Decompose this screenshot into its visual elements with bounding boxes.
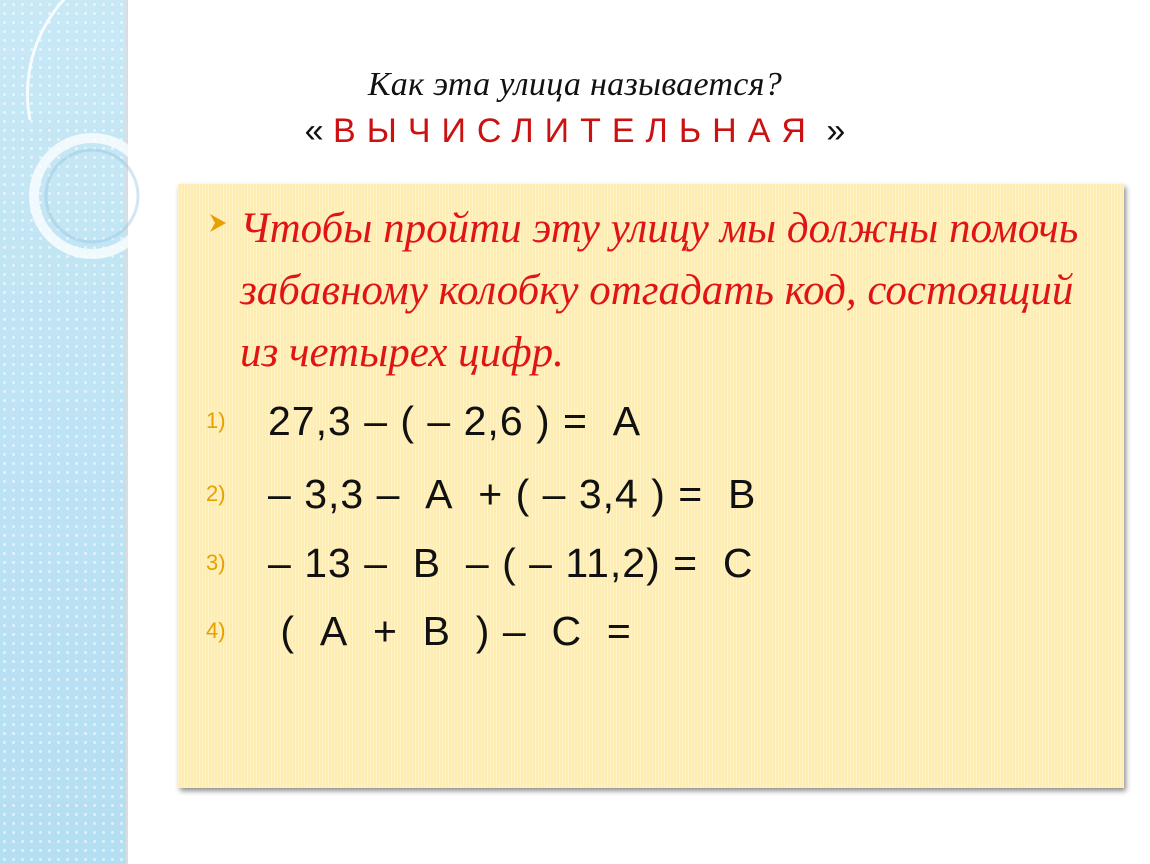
slide-title: Как эта улица называется? — [367, 66, 783, 103]
open-quote: « — [304, 112, 324, 150]
equation-2 — [206, 461, 1086, 527]
equation-number: 4) — [206, 618, 226, 643]
equation-number: 1) — [206, 408, 226, 433]
task-panel — [178, 184, 1124, 788]
arrowhead-bullet-icon — [208, 208, 230, 238]
close-quote: » — [826, 112, 846, 150]
street-name-title — [0, 112, 1150, 151]
equation-3 — [206, 530, 1086, 596]
equation-4 — [206, 598, 1086, 664]
equation-expression: 27,3 – ( – 2,6 ) = А — [268, 397, 642, 444]
equation-expression: – 13 – В – ( – 11,2) = С — [268, 539, 754, 586]
equation-expression: ( А + В ) – С = — [268, 607, 632, 654]
equation-expression: – 3,3 – А + ( – 3,4 ) = В — [268, 470, 757, 517]
equation-number: 2) — [206, 481, 226, 506]
task-description: Чтобы пройти эту улицу мы должны помочь забавному колобку отгадать код, состоящий из четырех цифр. — [240, 205, 1079, 376]
equation-number: 3) — [206, 550, 226, 575]
equation-1 — [206, 388, 1086, 454]
street-name: ВЫЧИСЛИТЕЛЬНАЯ — [333, 112, 817, 150]
